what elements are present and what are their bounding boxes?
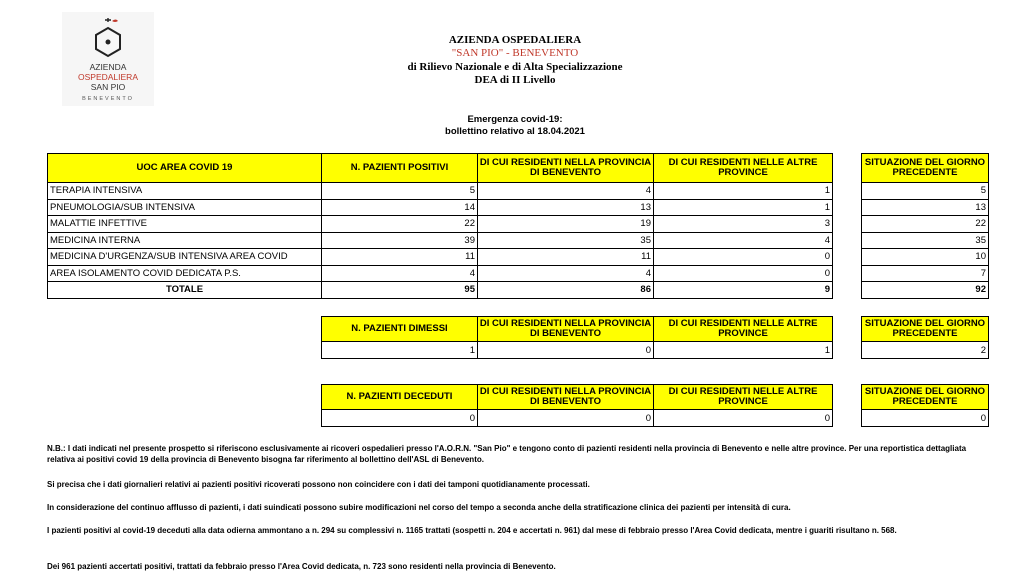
logo-text-ospedaliera: OSPEDALIERA <box>78 72 138 82</box>
table-row-cell-residenti-benevento: 13 <box>477 199 654 217</box>
header-uoc: UOC AREA COVID 19 <box>47 153 322 183</box>
total-row-residenti-benevento: 86 <box>477 281 654 299</box>
table-row-cell-residenti-altre: 0 <box>653 265 833 283</box>
table-row-cell-giorno-precedente: 35 <box>861 232 989 250</box>
header-dimessi-giorno-precedente: SITUAZIONE DEL GIORNO PRECEDENTE <box>861 316 989 342</box>
total-row-residenti-altre: 9 <box>653 281 833 299</box>
table-row-cell-residenti-altre: 4 <box>653 232 833 250</box>
header-deceduti-residenti-benevento: DI CUI RESIDENTI NELLA PROVINCIA DI BENEVENTO <box>477 384 654 410</box>
table-row-cell-residenti-benevento: 19 <box>477 215 654 233</box>
header-title: AZIENDA OSPEDALIERA <box>448 34 582 46</box>
table-row-cell-giorno-precedente: 13 <box>861 199 989 217</box>
table-row-cell-residenti-altre: 1 <box>653 199 833 217</box>
note-daily-data: Si precisa che i dati giornalieri relativi ai pazienti positivi ricoverati possono non coincidere con i dati dei tamponi quotidianamente processati. <box>47 480 590 489</box>
table-row-cell-giorno-precedente: 7 <box>861 265 989 283</box>
total-row-giorno-precedente: 92 <box>861 281 989 299</box>
header-deceduti: N. PAZIENTI DECEDUTI <box>321 384 478 410</box>
table-row-cell-giorno-precedente: 5 <box>861 182 989 200</box>
header-specialization: di Rilievo Nazionale e di Alta Specializzazione <box>407 61 623 73</box>
note-deceased-summary: I pazienti positivi al covid-19 deceduti alla data odierna ammontano a n. 294 su complessivi n. 1165 trattati (sospetti n. 204 e accertati n. 961) dal mese di febbraio presso l'Area Covid dedicata, mentre i guariti risultano n. 568. <box>47 526 897 535</box>
logo-text-benevento: BENEVENTO <box>82 96 134 102</box>
table-row-cell-residenti-benevento: 4 <box>477 182 654 200</box>
header-dimessi: N. PAZIENTI DIMESSI <box>321 316 478 342</box>
total-row-positivi: 95 <box>321 281 478 299</box>
header-residenti-altre: DI CUI RESIDENTI NELLE ALTRE PROVINCE <box>653 153 833 183</box>
table-row-cell-giorno-precedente: 10 <box>861 248 989 266</box>
header-residenti-benevento: DI CUI RESIDENTI NELLA PROVINCIA DI BENEVENTO <box>477 153 654 183</box>
hexagon-logo-icon <box>92 16 124 60</box>
table-row-cell-positivi: 14 <box>321 199 478 217</box>
hospital-logo <box>62 12 154 106</box>
table-row-cell-positivi: 39 <box>321 232 478 250</box>
table-row-cell-residenti-benevento: 35 <box>477 232 654 250</box>
table-row-cell-residenti-altre: 0 <box>653 248 833 266</box>
table-row-cell-residenti-benevento: 4 <box>477 265 654 283</box>
bulletin-date: bollettino relativo al 18.04.2021 <box>445 126 585 137</box>
bulletin-title: Emergenza covid-19: <box>467 114 563 125</box>
table-row-cell-residenti-altre: 1 <box>653 182 833 200</box>
header-positivi: N. PAZIENTI POSITIVI <box>321 153 478 183</box>
table-row-cell-giorno-precedente: 22 <box>861 215 989 233</box>
table-row-cell-residenti-benevento: 11 <box>477 248 654 266</box>
dimessi-value: 1 <box>321 341 478 359</box>
header-giorno-precedente: SITUAZIONE DEL GIORNO PRECEDENTE <box>861 153 989 183</box>
logo-text-san-pio: SAN PIO <box>90 82 126 92</box>
header-dimessi-residenti-benevento: DI CUI RESIDENTI NELLA PROVINCIA DI BENEVENTO <box>477 316 654 342</box>
dimessi-residenti-altre-value: 1 <box>653 341 833 359</box>
deceduti-giorno-precedente-value: 0 <box>861 409 989 427</box>
table-row-cell-label: MALATTIE INFETTIVE <box>47 215 322 233</box>
dimessi-residenti-benevento-value: 0 <box>477 341 654 359</box>
table-row-cell-label: TERAPIA INTENSIVA <box>47 182 322 200</box>
deceduti-value: 0 <box>321 409 478 427</box>
logo-text-azienda: AZIENDA <box>89 62 127 72</box>
table-row-cell-positivi: 4 <box>321 265 478 283</box>
note-nb: N.B.: I dati indicati nel presente prospetto si riferiscono esclusivamente ai ricoveri ospedalieri presso l'A.O.R.N. "San Pio" e tengono conto di pazienti residenti nella provincia di Benevento e nelle altre province. Per una reportistica dettagliata relativa ai positivi covid 19 della provincia di Benevento bisogna far riferimento al bollettino dell'ASL di Benevento. <box>47 444 967 464</box>
table-row-cell-label: PNEUMOLOGIA/SUB INTENSIVA <box>47 199 322 217</box>
header-dea-level: DEA di II Livello <box>474 74 556 86</box>
table-row-cell-positivi: 5 <box>321 182 478 200</box>
note-continuous-flow: In considerazione del continuo afflusso di pazienti, i dati suindicati possono subire modificazioni nel corso del tempo a seconda anche della stratificazione clinica dei pazienti per intensità di cura. <box>47 503 791 512</box>
header-hospital-name: "SAN PIO" - BENEVENTO <box>451 47 579 59</box>
total-row-label: TOTALE <box>47 281 322 299</box>
deceduti-residenti-benevento-value: 0 <box>477 409 654 427</box>
header-dimessi-residenti-altre: DI CUI RESIDENTI NELLE ALTRE PROVINCE <box>653 316 833 342</box>
deceduti-residenti-altre-value: 0 <box>653 409 833 427</box>
table-row-cell-label: MEDICINA D'URGENZA/SUB INTENSIVA AREA COVID <box>47 248 322 266</box>
table-row-cell-label: MEDICINA INTERNA <box>47 232 322 250</box>
table-row-cell-positivi: 22 <box>321 215 478 233</box>
dimessi-giorno-precedente-value: 2 <box>861 341 989 359</box>
table-row-cell-positivi: 11 <box>321 248 478 266</box>
table-row-cell-residenti-altre: 3 <box>653 215 833 233</box>
note-residents-summary: Dei 961 pazienti accertati positivi, trattati da febbraio presso l'Area Covid dedicata, n. 723 sono residenti nella provincia di Benevento. <box>47 562 556 571</box>
table-row-cell-label: AREA ISOLAMENTO COVID DEDICATA P.S. <box>47 265 322 283</box>
header-deceduti-giorno-precedente: SITUAZIONE DEL GIORNO PRECEDENTE <box>861 384 989 410</box>
header-deceduti-residenti-altre: DI CUI RESIDENTI NELLE ALTRE PROVINCE <box>653 384 833 410</box>
